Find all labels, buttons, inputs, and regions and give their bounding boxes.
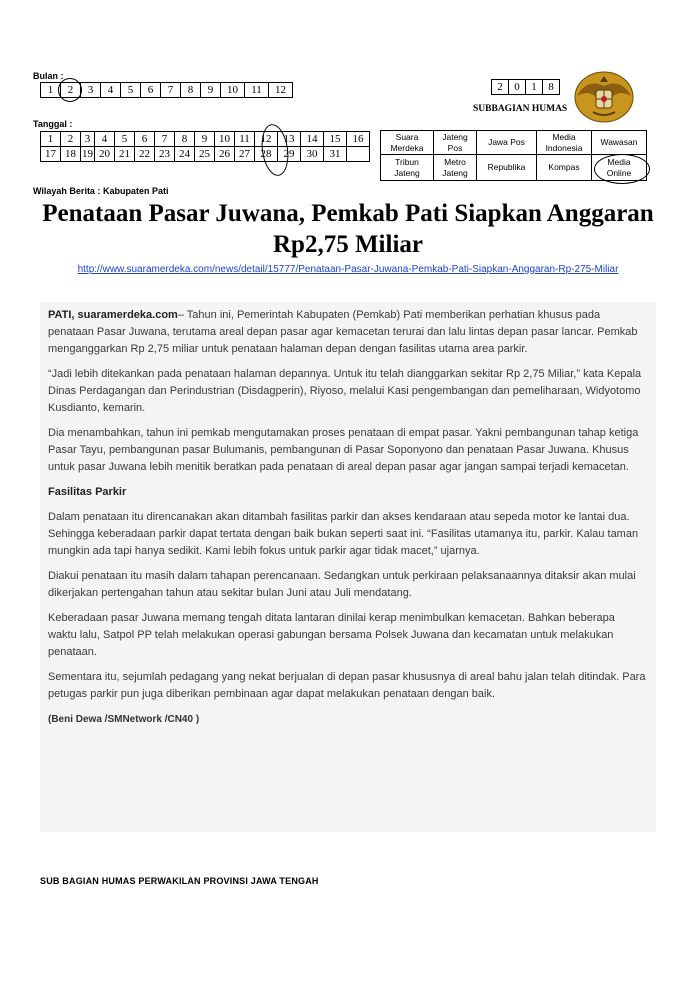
date-cell (347, 147, 370, 162)
date-cell: 14 (301, 132, 324, 147)
article-lead: PATI, suaramerdeka.com (48, 309, 178, 321)
date-cell: 30 (301, 147, 324, 162)
date-cell: 2 (61, 132, 81, 147)
bulan-label: Bulan : (33, 71, 64, 81)
paragraph: Keberadaan pasar Juwana memang tengah ditata lantaran dinilai kerap menimbulkan kemacetan. Bahkan beberapa waktu lalu, Satpol PP telah melakukan operasi gabungan bersama Polsek Juwana dan kecamatan untuk melakukan penataan. (48, 612, 615, 658)
month-cell: 9 (201, 83, 221, 98)
date-cell: 13 (278, 132, 301, 147)
media-cell: Jateng Pos (434, 131, 477, 155)
date-cell: 18 (61, 147, 81, 162)
month-cell: 5 (121, 83, 141, 98)
year-grid (491, 79, 560, 95)
paragraph: Dalam penataan itu direncanakan akan ditambah fasilitas parkir dan akses kendaraan atau sepeda motor ke lantai dua. Sehingga keberadaan parkir dapat tertata dengan baik bukan seperti saat ini. “Fasilitas utamanya itu, parkir. Kalau taman mungkin ada tapi hanya sedikit. Kami lebih fokus untuk parkir agar tidak macet,” ujarnya. (48, 511, 639, 557)
date-cell: 7 (155, 132, 175, 147)
media-cell: Tribun Jateng (381, 155, 434, 181)
footer-text: SUB BAGIAN HUMAS PERWAKILAN PROVINSI JAWA TENGAH (40, 876, 319, 886)
date-cell: 12 (255, 132, 278, 147)
paragraph: “Jadi lebih ditekankan pada penataan halaman depannya. Untuk itu telah dianggarkan sekitar Rp 2,75 Miliar,” kata Kepala Dinas Perdagangan dan Perindustrian (Disdagperin), Riyoso, melalui Kasi pengembangan dan pemeliharaan, Widyotomo Kusdianto, kemarin. (48, 368, 642, 414)
date-cell: 17 (41, 147, 61, 162)
month-cell: 11 (245, 83, 269, 98)
date-cell: 20 (95, 147, 115, 162)
date-cell: 8 (175, 132, 195, 147)
date-cell: 1 (41, 132, 61, 147)
article-body (40, 302, 656, 832)
month-cell: 8 (181, 83, 201, 98)
media-cell: Jawa Pos (477, 131, 537, 155)
month-cell: 4 (101, 83, 121, 98)
subbagian-label: SUBBAGIAN HUMAS (473, 104, 568, 114)
paragraph: Dia menambahkan, tahun ini pemkab mengutamakan proses penataan di empat pasar. Yakni pembangunan tahap ketiga Pasar Tayu, pembangunan pasar Bulumanis, pembangunan di Pasar Soponyono dan penataan Pasar Juwana. Khusus untuk pasar Juwana lebih menitik beratkan pada penataan di areal depan pasar agar jangan sampai terjadi kemacetan. (48, 427, 639, 473)
date-cell: 25 (195, 147, 215, 162)
media-cell: Media Indonesia (537, 131, 592, 155)
selected-month-circle (58, 78, 82, 102)
date-cell: 15 (324, 132, 347, 147)
year-digit: 2 (492, 80, 509, 95)
article-title: Penataan Pasar Juwana, Pemkab Pati Siapkan Anggaran Rp2,75 Miliar (42, 200, 654, 258)
date-cell: 27 (235, 147, 255, 162)
tanggal-label: Tanggal : (33, 119, 73, 129)
date-cell: 22 (135, 147, 155, 162)
month-cell: 12 (269, 83, 293, 98)
media-cell: Suara Merdeka (381, 131, 434, 155)
media-cell: Kompas (537, 155, 592, 181)
month-cell: 3 (81, 83, 101, 98)
media-cell: Republika (477, 155, 537, 181)
month-cell: 7 (161, 83, 181, 98)
source-link[interactable]: http://www.suaramerdeka.com/news/detail/15777/Penataan-Pasar-Juwana-Pemkab-Pati-Siapkan-Anggaran-Rp-275-Miliar (77, 264, 619, 275)
year-digit: 8 (543, 80, 560, 95)
date-cell: 29 (278, 147, 301, 162)
paragraph: Diakui penataan itu masih dalam tahapan perencanaan. Sedangkan untuk perkiraan pelaksanaannya ditaksir akan mulai dikerjakan pertengahan tahun atau sekitar bulan Juni atau Juli mendatang. (48, 570, 636, 599)
month-cell: 10 (221, 83, 245, 98)
month-cell: 1 (41, 83, 61, 98)
media-cell: Metro Jateng (434, 155, 477, 181)
date-cell: 19 (82, 148, 93, 160)
date-cell: 28 (255, 147, 278, 162)
date-cell: 26 (215, 147, 235, 162)
date-cell: 5 (115, 132, 135, 147)
date-cell: 3 (81, 132, 95, 147)
date-cell: 23 (155, 147, 175, 162)
date-cell: 6 (135, 132, 155, 147)
garuda-emblem-icon (573, 68, 635, 124)
month-cell: 2 (61, 83, 81, 98)
year-digit: 1 (526, 80, 543, 95)
selected-media-circle (594, 154, 650, 184)
wilayah-berita: Wilayah Berita : Kabupaten Pati (33, 186, 169, 196)
paragraph-text: – Tahun ini, Pemerintah Kabupaten (Pemkab) Pati memberikan perhatian khusus pada penataan Pasar Juwana, terutama areal depan pasar agar kemacetan terurai dan lalu lintas depan pasar lancar. Pemkab menganggarkan Rp 2,75 miliar untuk penataan halaman depan dengan fasilitas utama area parkir. (48, 309, 638, 355)
date-cell: 11 (235, 132, 255, 147)
date-cell: 24 (175, 147, 195, 162)
media-cell: Wawasan (592, 131, 647, 155)
article-signature: (Beni Dewa /SMNetwork /CN40 ) (48, 714, 200, 725)
subheading: Fasilitas Parkir (48, 486, 127, 498)
date-cell: 4 (95, 132, 115, 147)
date-cell: 31 (324, 147, 347, 162)
media-cell: Media Online (592, 155, 647, 181)
date-cell: 10 (215, 132, 235, 147)
paragraph: Sementara itu, sejumlah pedagang yang nekat berjualan di depan pasar khususnya di areal bahu jalan telah ditindak. Para petugas parkir pun juga diberikan pembinaan agar dapat melakukan penataan dengan baik. (48, 671, 646, 700)
month-cell: 6 (141, 83, 161, 98)
date-cell: 21 (115, 147, 135, 162)
date-cell: 16 (347, 132, 370, 147)
year-digit: 0 (509, 80, 526, 95)
date-grid (40, 131, 370, 162)
paragraph (48, 307, 646, 358)
date-cell: 9 (195, 132, 215, 147)
